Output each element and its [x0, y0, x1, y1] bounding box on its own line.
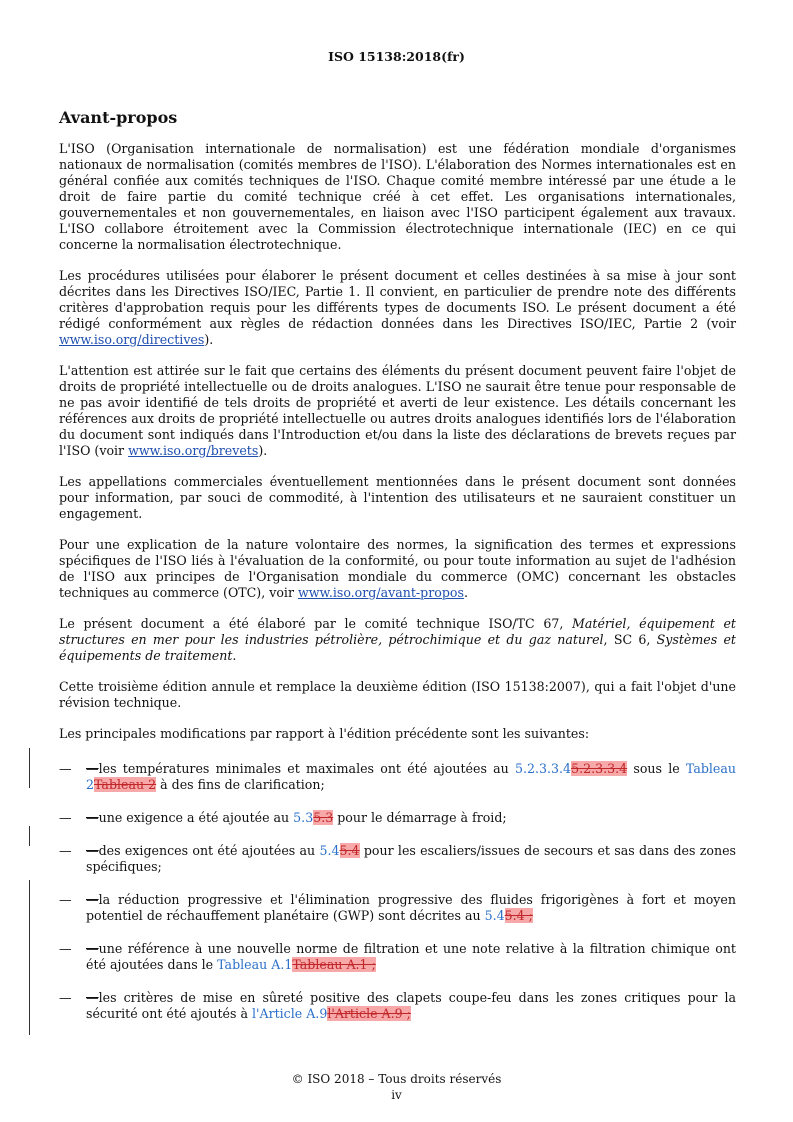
page-title: Avant-propos	[59, 108, 178, 127]
article-ref-new[interactable]: l'Article A.9	[251, 1006, 328, 1021]
paragraph-text: Pour une explication de la nature volontaire des normes, la signification des termes et expressions spécifiques de l'ISO liés à l'évaluation de la conformité, ou pour toute information au sujet de l'adhésion de l'ISO aux principes de l'Organisation mondiale du commerce (OMC) concernant les obstacles techniques au commerce (OTC), voir	[59, 537, 736, 600]
clause-ref-deleted: 5.3	[313, 810, 334, 825]
item-text: sous le	[627, 761, 686, 776]
list-item	[59, 892, 736, 924]
paragraph-procedures	[59, 268, 736, 348]
paragraph-edition	[59, 679, 736, 711]
paragraph-text: L'attention est attirée sur le fait que certains des éléments du présent document peuvent faire l'objet de droits de propriété intellectuelle ou de droits analogues. L'ISO ne saurait être tenue pour responsable de ne pas avoir identifié de tels droits de propriété et averti de leur existence. Les détails concernant les références aux droits de propriété intellectuelle ou autres droits analogues identifiés lors de l'élaboration du document sont indiqués dans l'Introduction et/ou dans la liste des déclarations de brevets reçues par l'ISO (voir	[59, 363, 736, 458]
clause-ref-new[interactable]: 5.4	[484, 908, 505, 923]
list-item	[59, 810, 736, 826]
item-text: une référence à une nouvelle norme de filtration et une note relative à la filtration chimique ont été ajoutées dans le	[86, 941, 736, 972]
clause-ref-deleted: 5.4 ;	[504, 908, 533, 923]
copyright-notice: © ISO 2018 – Tous droits réservés	[291, 1072, 502, 1086]
list-dash: —	[59, 761, 72, 776]
deleted-dash: —	[86, 810, 99, 825]
patents-link[interactable]: www.iso.org/brevets	[128, 443, 259, 458]
item-text: des exigences ont été ajoutées au	[98, 843, 320, 858]
list-dash: —	[59, 892, 72, 907]
list-dash: —	[59, 843, 72, 858]
item-text: une exigence a été ajoutée au	[98, 810, 294, 825]
paragraph-text: Les principales modifications par rapport à l'édition précédente sont les suivantes:	[59, 726, 590, 741]
table-ref-deleted: Tableau A.1 ;	[292, 957, 376, 972]
paragraph-trade-names	[59, 474, 736, 522]
deleted-dash: —	[86, 761, 99, 776]
paragraph-voluntary-nature	[59, 537, 736, 601]
list-dash: —	[59, 810, 72, 825]
item-text: pour le démarrage à froid;	[333, 810, 507, 825]
list-dash: —	[59, 990, 72, 1005]
list-item	[59, 990, 736, 1022]
deleted-dash: —	[86, 941, 99, 956]
paragraph-text: Le présent document a été élaboré par le comité technique ISO/TC 67,	[59, 616, 572, 631]
clause-ref-deleted: 5.4	[339, 843, 360, 858]
item-text: à des fins de clarification;	[156, 777, 325, 792]
paragraph-text: .	[463, 585, 468, 600]
item-text: les températures minimales et maximales ont été ajoutées au	[98, 761, 515, 776]
deleted-dash: —	[86, 990, 99, 1005]
list-item	[59, 941, 736, 973]
paragraph-text: Cette troisième édition annule et remplace la deuxième édition (ISO 15138:2007), qui a fait l'objet d'une révision technique.	[59, 679, 736, 710]
list-item	[59, 843, 736, 875]
clause-ref-new[interactable]: 5.3	[293, 810, 314, 825]
change-bar	[29, 748, 30, 788]
main-content	[59, 108, 736, 1039]
clause-ref-deleted: 5.2.3.3.4	[571, 761, 628, 776]
paragraph-text: .	[232, 648, 237, 663]
directives-link[interactable]: www.iso.org/directives	[59, 332, 205, 347]
table-ref-deleted: Tableau 2	[94, 777, 157, 792]
change-bar	[29, 880, 30, 1035]
deleted-dash: —	[86, 892, 99, 907]
foreword-link[interactable]: www.iso.org/avant-propos	[297, 585, 464, 600]
committee-title: Matériel, équipement et structures en mer pour les industries pétrolière, pétrochimique et du gaz naturel	[59, 616, 736, 647]
clause-ref-new[interactable]: 5.2.3.3.4	[514, 761, 572, 776]
subcommittee-title: Systèmes et équipements de traitement	[59, 632, 736, 663]
item-text: les critères de mise en sûreté positive des clapets coupe-feu dans les zones critiques pour la sécurité ont été ajoutés à	[86, 990, 736, 1021]
paragraph-changes-intro	[59, 726, 736, 742]
paragraph-text: ).	[204, 332, 214, 347]
list-dash: —	[59, 941, 72, 956]
table-ref-new[interactable]: Tableau 2	[86, 761, 736, 792]
article-ref-deleted: l'Article A.9 ;	[327, 1006, 411, 1021]
deleted-dash: —	[86, 843, 99, 858]
item-text: pour les escaliers/issues de secours et sas dans des zones spécifiques;	[86, 843, 736, 874]
changes-list	[59, 761, 736, 1022]
paragraph-text: Les procédures utilisées pour élaborer le présent document et celles destinées à sa mise à jour sont décrites dans les Directives ISO/IEC, Partie 1. Il convient, en particulier de prendre note des différents critères d'approbation requis pour les différents types de documents ISO. Le présent document a été rédigé conformément aux règles de rédaction données dans les Directives ISO/IEC, Partie 2 (voir	[59, 268, 736, 331]
paragraph-text: ).	[258, 443, 268, 458]
paragraph-text: , SC 6,	[603, 632, 657, 647]
clause-ref-new[interactable]: 5.4	[319, 843, 340, 858]
document-header: ISO 15138:2018(fr)	[328, 49, 465, 64]
change-bar	[29, 826, 30, 846]
paragraph-text: L'ISO (Organisation internationale de normalisation) est une fédération mondiale d'organismes nationaux de normalisation (comités membres de l'ISO). L'élaboration des Normes internationales est en général confiée aux comités techniques de l'ISO. Chaque comité membre intéressé par une étude a le droit de faire partie du comité technique créé à cet effet. Les organisations internationales, gouvernementales et non gouvernementales, en liaison avec l'ISO participent également aux travaux. L'ISO collabore étroitement avec la Commission électrotechnique internationale (IEC) en ce qui concerne la normalisation électrotechnique.	[59, 141, 736, 252]
paragraph-patents	[59, 363, 736, 459]
list-item	[59, 761, 736, 793]
paragraph-committee	[59, 616, 736, 664]
paragraph-text: Les appellations commerciales éventuellement mentionnées dans le présent document sont données pour information, par souci de commodité, à l'intention des utilisateurs et ne sauraient constituer un engagement.	[59, 474, 736, 521]
table-ref-new[interactable]: Tableau A.1	[217, 957, 293, 972]
item-text: la réduction progressive et l'élimination progressive des fluides frigorigènes à fort et moyen potentiel de réchauffement planétaire (GWP) sont décrites au	[86, 892, 736, 923]
page-number: iv	[391, 1088, 402, 1102]
paragraph-iso-intro	[59, 141, 736, 253]
page-footer	[0, 1071, 793, 1103]
